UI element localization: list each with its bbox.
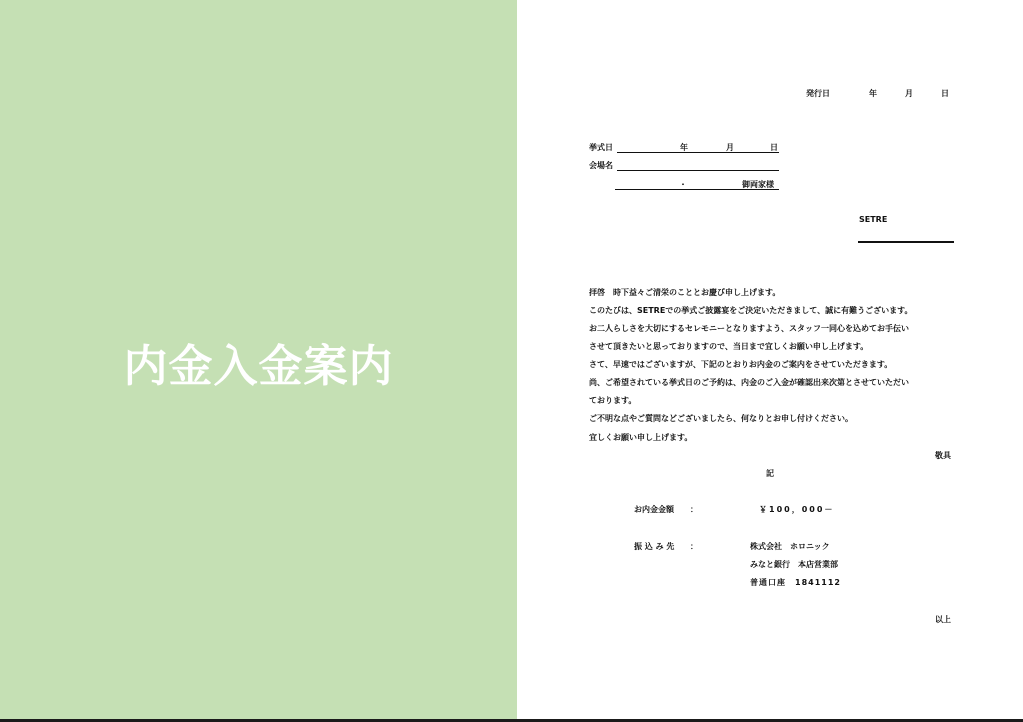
name-separator: ・ [679, 180, 687, 189]
bank-company: 株式会社 ホロニック [750, 542, 830, 551]
issue-date-label: 発行日 [806, 89, 830, 98]
transfer-colon: ： [690, 542, 698, 551]
body-line: 拝啓 時下益々ご清栄のこととお慶び申し上げます。 [589, 288, 781, 297]
ceremony-date-underline [617, 152, 779, 153]
venue-underline [617, 170, 779, 171]
amount-label: お内金金額 [634, 505, 674, 514]
closing-keigu: 敬具 [935, 451, 951, 460]
document-page [517, 0, 1023, 719]
ceremony-date-label: 挙式日 [589, 143, 613, 152]
ki-heading: 記 [766, 469, 774, 478]
amount-colon: ： [690, 505, 698, 514]
families-underline [615, 189, 779, 190]
issue-month: 月 [905, 89, 913, 98]
issue-day: 日 [941, 89, 949, 98]
bank-account: 普通口座 1841112 [750, 578, 841, 587]
families-label: 御両家様 [742, 180, 774, 189]
transfer-label: 振 込 み 先 [634, 542, 675, 551]
ceremony-year: 年 [680, 143, 688, 152]
cover-title: 内金入金案内 [123, 341, 394, 392]
issue-year: 年 [869, 89, 877, 98]
ceremony-month: 月 [726, 143, 734, 152]
body-line: さて、早速ではございますが、下記のとおりお内金のご案内をさせていただきます。 [589, 360, 893, 369]
body-line: ております。 [589, 396, 637, 405]
signature-line [858, 241, 954, 243]
amount-value: ￥100，000－ [759, 505, 835, 514]
venue-label: 会場名 [589, 161, 613, 170]
body-line: 宜しくお願い申し上げます。 [589, 433, 693, 442]
body-line: 尚、ご希望されている挙式日のご予約は、内金のご入金が確認出来次第とさせていただい [589, 378, 909, 387]
body-line: ご不明な点やご質問などございましたら、何なりとお申し付けください。 [589, 414, 853, 423]
ceremony-day: 日 [770, 143, 778, 152]
body-line: お二人らしさを大切にするセレモニーとなりますよう、スタッフ一同心を込めてお手伝い [589, 324, 909, 333]
body-line: させて頂きたいと思っておりますので、当日まで宜しくお願い申し上げます。 [589, 342, 869, 351]
end-ijou: 以上 [935, 615, 951, 624]
company-name: SETRE [859, 215, 888, 224]
bank-branch: みなと銀行 本店営業部 [750, 560, 838, 569]
body-line: このたびは、SETREでの挙式ご披露宴をご決定いただきまして、誠に有難うございます。 [589, 306, 913, 315]
